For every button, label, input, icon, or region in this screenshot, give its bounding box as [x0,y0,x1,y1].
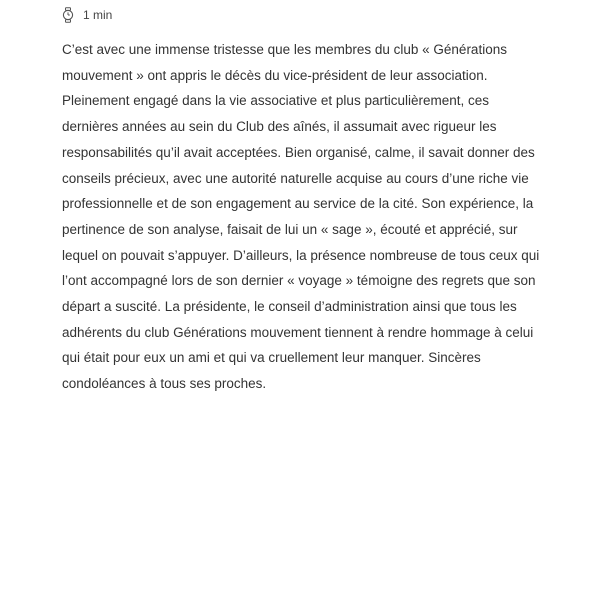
watch-icon [62,7,74,23]
reading-time [62,6,112,24]
read-time-label: 1 min [83,8,113,22]
article-body: C’est avec une immense tristesse que les membres du club « Générations mouvement » ont appris le décès du vice-président de leur association. Pleinement engagé dans la vie associative et plus particulièrement, ces dernières années au sein du Club des aînés, il assumait avec rigueur les responsabilités qu’il avait acceptées. Bien organisé, calme, il savait donner des conseils précieux, avec une autorité naturelle acquise au cours d’une riche vie professionnelle et de son engagement au service de la cité. Son expérience, la pertinence de son analyse, faisait de lui un « sage », écouté et apprécié, sur lequel on pouvait s’appuyer. D’ailleurs, la présence nombreuse de tous ceux qui l’ont accompagné lors de son dernier « voyage » témoigne des regrets que son départ a suscité. La présidente, le conseil d’administration ainsi que tous les adhérents du club Générations mouvement tiennent à rendre hommage à celui qui était pour eux un ami et qui va cruellement leur manquer. Sincères condoléances à tous ses proches. [62,42,540,392]
